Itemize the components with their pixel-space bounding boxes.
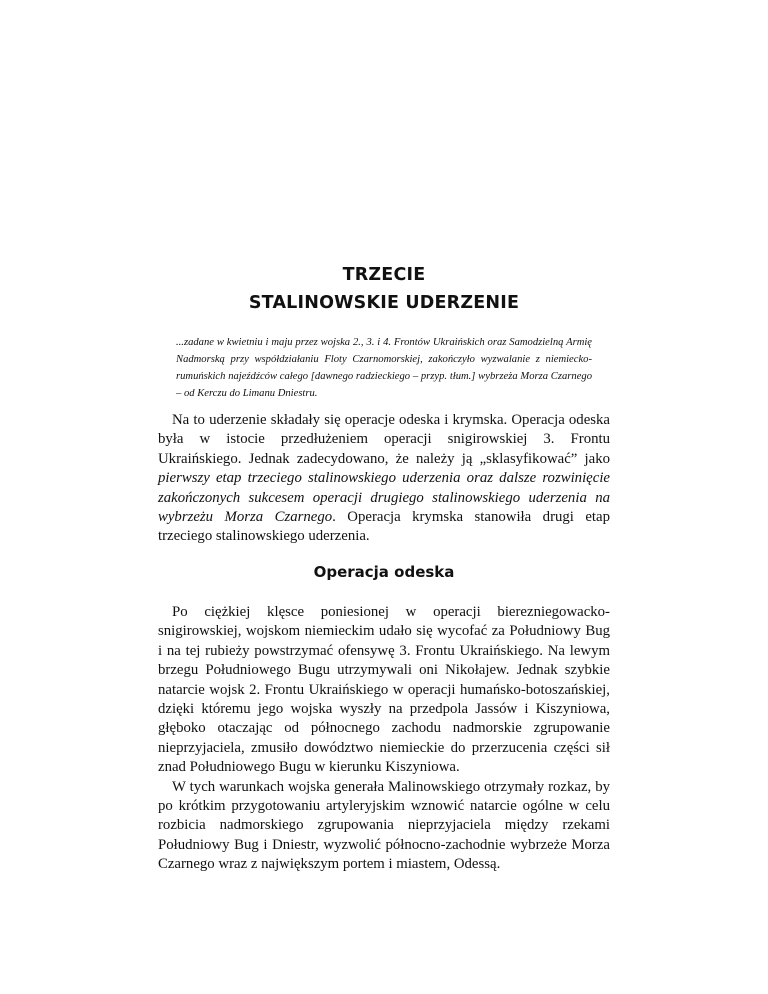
chapter-title	[158, 261, 610, 317]
body-paragraph-1: Po ciężkiej klęsce poniesionej w operacji bierezniegowacko-snigirowskiej, wojskom niemieckim udało się wycofać za Południowy Bug i na tej rubieży powstrzymać ofensywę 3. Frontu Ukraińskiego. Na lewym brzegu Południowego Bugu utrzymywali oni Nikołajew. Jednak szybkie natarcie wojsk 2. Frontu Ukraińskiego w operacji humańsko-botoszańskiej, dzięki któremu jego wojska wyszły na przedpola Jassów i Kiszyniowa, głęboko otaczając od północnego zachodu nadmorskie zgrupowanie nieprzyjaciela, zmusiło dowództwo niemieckie do przerzucenia części sił znad Południowego Bugu w kierunku Kiszyniowa.	[158, 604, 610, 776]
section-title: Operacja odeska	[313, 563, 455, 581]
intro-text-start: Na to uderzenie składały się operacje odeska i krymska. Operacja odeska była w istocie przedłużeniem operacji snigirowskiej 3. Frontu Ukraińskiego. Jednak zadecydowano, że należy ją „sklasyfikować” jako	[158, 412, 610, 467]
chapter-title-line-2: STALINOWSKIE UDERZENIE	[248, 293, 520, 313]
intro-paragraph	[158, 411, 610, 547]
body-paragraph-2: W tych warunkach wojska generała Malinowskiego otrzymały rozkaz, by po krótkim przygotowaniu artyleryjskim wznowić natarcie ogólne w celu rozbicia nadmorskiego zgrupowania nieprzyjaciela między rzekami Południowy Bug i Dniestr, wyzwolić północno-zachodnie wybrzeże Morza Czarnego wraz z największym portem i miastem, Odessą.	[158, 778, 610, 873]
intro-italic-text: pierwszy etap trzeciego stalinowskiego uderzenia oraz dalsze rozwinięcie zakończonych sukcesem operacji drugiego stalinowskiego uderzenia na wybrzeżu Morza Czarnego	[158, 470, 610, 526]
chapter-title-line-1: TRZECIE	[342, 265, 426, 285]
section-body	[158, 603, 610, 875]
intro-text-end: . Operacja krymska stanowiła drugi etap trzeciego stalinowskiego uderzenia.	[158, 509, 610, 545]
epigraph: ...zadane w kwietniu i maju przez wojska 2., 3. i 4. Frontów Ukraińskich oraz Samodzielną Armię Nadmorską przy współdziałaniu Floty Czarnomorskiej, zakończyło wyzwalanie z niemiecko-rumuńskich najeźdźców całego [dawnego radzieckiego – przyp. tłum.] wybrzeża Morza Czarnego – od Kerczu do Limanu Dniestru.	[176, 337, 592, 399]
